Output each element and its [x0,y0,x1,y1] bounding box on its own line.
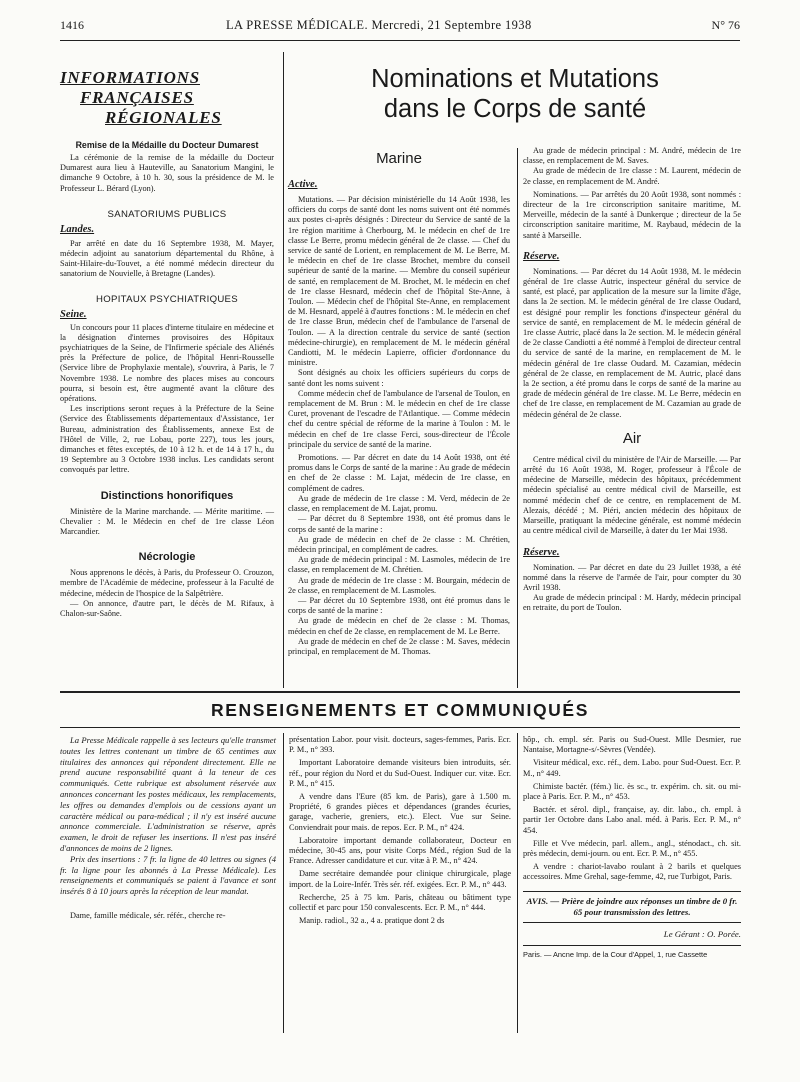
ad-bacter-serol: Bactér. et sérol. dipl., française, ay. dir. labo., ch. empl. à partir 1er Octobre dans Labo anal. méd. à Paris. Ecr. P. M., n° 454. [523,805,741,835]
hopitaux-heading: HOPITAUX PSYCHIATRIQUES [96,293,238,305]
page-number: 1416 [60,18,84,32]
title-line-2: FRANÇAISES [80,88,194,107]
air-nomination-paragraph: Nomination. — Par décret en date du 23 Juillet 1938, a été nommé dans la réserve de l'armée de l'air, pour compter du 30 Avril 1938. [523,562,741,592]
ad-representation: présentation Labor. pour visit. docteurs, sages-femmes, Paris. Ecr. P. M., n° 393. [289,735,511,755]
ad-important-laboratoire: Important Laboratoire demande visiteurs bien introduits, sér. réf., pour région du Nord et du Sud-Ouest. Indiquer cur. vitæ. Ecr. P. M., n° 415. [289,758,511,788]
communiques-col-3 [523,735,741,960]
mutations-paragraph-2: Sont désignés au choix les officiers supérieurs du corps de santé dont les noms suivent : [288,368,510,388]
mid-rule [60,691,740,693]
ad-chimiste: Chimiste bactér. (fém.) lic. ès sc., tr. expérim. ch. sit. ou mi-place à Paris. Ecr. P. M., n° 453. [523,781,741,802]
journal-title [226,18,532,33]
ad-a-vendre-chariot: A vendre : chariot-lavabo roulant à 2 barils et quelques accessoires. Mme Grehal, sage-femme, 42, rue Turbigot, Paris. [523,862,741,882]
communiques-rule [60,727,740,728]
right-paragraph-1: Au grade de médecin principal : M. André, médecin de 1re classe, en remplacement de M. Saves. [523,146,741,166]
sanatoriums-paragraph: Par arrêté en date du 16 Septembre 1938, M. Mayer, médecin adjoint au sanatorium départemental du Rhône, à Saint-Hilaire-du-Touvet, a été nommé médecin directeur du sanatorium de Nouvielle, à Bretagne (Landes). [60,238,274,279]
promotions-paragraph-8: Au grade de médecin en chef de 2e classe : M. Thomas, médecin en chef de 2e classe, en remplacement de M. Le Berre. [288,616,510,636]
issue-number: N° 76 [711,18,740,32]
promotions-paragraph-9: Au grade de médecin en chef de 2e classe : M. Saves, médecin principal, en remplacement de M. Thomas. [288,636,510,656]
reserve-2-subheading: Réserve. [523,546,560,558]
ad-recherche: Recherche, 25 à 75 km. Paris, château ou bâtiment type collectif et parc pour 150 convalescents. Ecr. P. M., n° 444. [289,892,511,913]
nominations-title-line-2: dans le Corps de santé [383,95,647,123]
page-header [60,18,740,36]
header-rule [60,40,740,41]
communiques-col-1 [60,735,276,921]
ad-a-vendre-eure: A vendre dans l'Eure (85 km. de Paris), gare à 1.500 m. Propriété, 6 grandes pièces et dépendances (grandes écuries, garage, vacherie, greniers, etc.). Elect. Vue sur Seine. Conviendrait pour mais. de repos. Ecr. P. M., n° 424. [289,792,511,832]
mutations-paragraph: Mutations. — Par décision ministérielle du 14 Août 1938, les officiers du corps de santé dont les noms suivent ont été nommés aux postes ci-après désignés : Directeur du Service de santé de la 1re région maritime à Cherbourg, M. le médecin en chef de 1re classe Le Berre, promu médecin général de 2e classe. — Chef du service de santé de Lorient, en remplacement de M. Le Berre, M. le médecin en chef de 1re classe Brochet, membre du conseil supérieur de santé de la marine. — Membre du conseil supérieur de santé, en remplacement de M. Brochet, M. le médecin en chef de 1re classe Hesnard, médecin chef de l'hôpital Ste-Anne, à Toulon. — Médecin chef de l'hôpital Ste-Anne, en remplacement de M. Hesnard, appelé à d'autres fonctions : M. le médecin en chef de 1re classe Brun, médecin chef de l'ambulance de l'arsenal de Toulon. — A la direction centrale du service de santé (section médecine-chirurgie), en remplacement de M. le médecin général Candiotti, M. le médecin Lapierre, officier d'ordonnance du ministre. [288,195,510,368]
printer-rule [523,945,741,946]
communiques-title: RENSEIGNEMENTS ET COMMUNIQUÉS [211,700,589,720]
ad-manip-radiol: Manip. radiol., 32 a., 4 a. pratique dont 2 ds [299,916,445,926]
right-column [523,146,741,614]
promotions-paragraph-4: Au grade de médecin en chef de 2e classe : M. Chrétien, médecin principal, en complément de cadres. [288,534,510,554]
column-divider-left [283,52,284,688]
reserve-nominations-paragraph: Nominations. — Par décret du 14 Août 1938, M. le médecin général de 1re classe Autric, inspecteur général du service de santé, est placé, par application de la mesure sur la limite d'âge, dans la 2e section. M. le médecin général de 1re classe Oudard, est désigné pour remplir les fonctions d'inspecteur général du service de santé, en remplacement de M. le médecin général de 1re classe Autric, placé dans la 2e section. M. le médecin général de 2e classe Candiotti a été nommé à l'emploi de directeur central du service de santé de la marine, en remplacement de M. le médecin général de 1re classe Oudard. M. Cazamian, médecin général de 2e classe, en remplacement de M. Autric, placé dans la 2e section, a été promu dans le corps de santé de la marine au grade de médecin général de 1re classe. M. Le Berre, médecin en chef de 1re classe, en remplacement de M. Cazamian au grade de médecin général de 2e classe. [523,266,741,419]
communiques-prices: Prix des insertions : 7 fr. la ligne de 40 lettres ou signes (4 fr. la ligne pour les abonnés à La Presse Médicale). Les renseignements et communiqués se paient à l'avance et sont insérés 8 à 10 jours après la réception de leur mandat. [60,853,276,897]
distinctions-heading: Distinctions honorifiques [100,489,234,502]
promotions-paragraph-3: — Par décret du 8 Septembre 1938, ont été promus dans le corps de santé de la marine : [288,514,510,534]
seine-subheading: Seine. [60,308,87,320]
necrologie-paragraph-1: Nous apprenons le décès, à Paris, du Professeur O. Crouzon, membre de l'Académie de médecine, professeur à la Faculté de médecine, médecin de l'hospice de la Salpêtrière. [60,568,274,598]
sanatoriums-heading: SANATORIUMS PUBLICS [107,208,227,220]
communiques-intro: La Presse Médicale rappelle à ses lecteurs qu'elle transmet toutes les lettres contenant un timbre de 65 centimes aux titulaires des annonces qui répondent directement. Elle ne prend aucune responsabilité quant à la teneur de ces communiqués. Cette rubrique est absolument réservée aux annonces concernant les postes médicaux, les remplacements, les offres ou demandes d'emplois ou de cessions ayant un caractère médical ou para-médical ; il n'y est inséré aucune annonce commerciale. L'administration se réserve, après examen, le droit de refuser les insertions. Il n'est pas inséré d'annonces de moins de 2 lignes. [60,735,276,853]
journal-name: LA PRESSE MÉDICALE. [226,18,368,32]
title-line-3: RÉGIONALES [105,108,222,127]
medal-heading: Remise de la Médaille du Docteur Dumarest [75,140,259,150]
marine-heading: Marine [376,150,422,167]
promotions-paragraph: Promotions. — Par décret en date du 14 Août 1938, ont été promus dans le Corps de santé de la marine : Au grade de médecin en chef de 2e classe : M. Lajat, médecin de 1re classe, en complément de cadres. [288,453,510,493]
printer-line: Paris. — Ancne Imp. de la Cour d'Appel, 1, rue Cassette [523,949,708,959]
avis-rule-top [523,891,741,892]
gerant-line: Le Gérant : O. Porée. [663,928,741,939]
section-title-informations [60,68,274,128]
ad-hopital-empl: hôp., ch. empl. sér. Paris ou Sud-Ouest. Mlle Desmier, rue Nantaise, Mortagne-s/-Sèvres (Vendée). [523,735,741,755]
right-paragraph-2: Au grade de médecin de 1re classe : M. Laurent, médecin de 2e classe, en remplacement de M. André. [523,166,741,186]
promotions-paragraph-2: Au grade de médecin de 1re classe : M. Verd, médecin de 2e classe, en remplacement de M. Lajat, promu. [288,493,510,514]
ad-dame-famille: Dame, famille médicale, sér. référ., cherche re- [70,910,226,920]
communiques-col-2 [289,735,511,926]
necrologie-paragraph-2: — On annonce, d'autre part, le décès de M. Rifaux, à Chalon-sur-Saône. [60,598,274,619]
hopitaux-paragraph-1: Un concours pour 11 places d'interne titulaire en médecine et la désignation d'internes provisoires des Hôpitaux psychiatriques de la Seine, de l'Infirmerie spéciale des Aliénés près la Préfecture de police, de l'hôpital Henri-Rousselle (Service libre de Prophylaxie mentale), s'ouvrira, à Paris, le 7 Novembre 1938. Le nombre des places mises au concours pourra, si besoin est, être augmenté avant la clôture des opérations. [60,322,274,404]
mutations-paragraph-3: Comme médecin chef de l'ambulance de l'arsenal de Toulon, en remplacement de M. Brun : M. le médecin en chef de 1re classe Curet, provenant de l'escadre de l'Atlantique. — Comme médecin chef du centre spécial de réforme de la marine à Toulon : M. le médecin en chef de 1re classe Ferci, sous-directeur de l'École principale du service de santé de la marine. [288,388,510,449]
landes-subheading: Landes. [60,223,95,235]
nominations-title [290,64,740,124]
bottom-divider-2 [517,733,518,1033]
air-heading: Air [622,429,642,447]
left-column [60,68,274,619]
active-subheading: Active. [288,179,318,190]
necrologie-heading: Nécrologie [138,551,196,564]
ad-visiteur-medical: Visiteur médical, exc. réf., dem. Labo. pour Sud-Ouest. Ecr. P. M., n° 449. [523,758,741,778]
column-divider-right [517,148,518,688]
promotions-paragraph-7: — Par décret du 10 Septembre 1938, ont été promus dans le corps de santé de la marine : [288,595,510,616]
ad-fille-vve: Fille et Vve médecin, parl. allem., angl., sténodact., ch. sit. près médecin, demi-journ. ou ent. Ecr. P. M., n° 455. [523,838,741,859]
issue-date: Mercredi, 21 Septembre 1938 [371,18,532,32]
avis-rule-bottom [523,922,741,923]
hopitaux-paragraph-2: Les inscriptions seront reçues à la Préfecture de la Seine (Service des Établissements départementaux d'Assistance, 1er Bureau, administration des Établissements, annexe Est de l'Hôtel de Ville, 2, rue Lobau, porte 227), tous les jours, dimanches et fêtes exceptés, de 10 à 12 h. et de 14 à 17 h., du 19 Septembre au 3 Octobre 1938 inclus. Les candidats seront convoqués par lettre. [60,404,274,475]
right-nominations-paragraph: Nominations. — Par arrêtés du 20 Août 1938, sont nommés : directeur de la 1re circonscription sanitaire maritime, M. Merveille, médecin de la santé à Dunkerque ; directeur de la 5e circonscription sanitaire maritime, M. Raybaud, médecin de la santé à Marseille. [523,189,741,240]
ad-dame-secretaire: Dame secrétaire demandée pour clinique chirurgicale, plage import. de la Loire-Infér. Très sér. réf. exigées. Ecr. P. M., n° 443. [289,869,511,889]
promotions-paragraph-5: Au grade de médecin principal : M. Lasmoles, médecin de 1re classe, en remplacement de M. Chrétien. [288,555,510,575]
distinctions-paragraph: Ministère de la Marine marchande. — Mérite maritime. — Chevalier : M. le Médecin en chef de 1re classe Léon Marcandier. [60,506,274,537]
medal-paragraph: La cérémonie de la remise de la médaille du Docteur Dumarest aura lieu à Hauteville, au Sanatorium Mangini, le dimanche 9 Octobre, à 10 h. 30, sous la présidence de M. le Professeur L. Bérard (Lyon). [60,153,274,193]
avis-notice: AVIS. — Prière de joindre aux réponses un timbre de 0 fr. 65 pour transmission des lettres. [526,895,738,917]
promotions-paragraph-6: Au grade de médecin de 1re classe : M. Bourgain, médecin de 2e classe, en remplacement de M. Lasmoles. [288,575,510,595]
reserve-subheading: Réserve. [523,250,560,262]
ad-laboratoire-important: Laboratoire important demande collaborateur, Docteur en médecine, 30-45 ans, pour visite Corps Méd., région Sud de la France. Adresser candidature et cur. vitæ à P. M., n° 424. [289,835,511,866]
bottom-divider-1 [283,733,284,1033]
middle-column [288,148,510,657]
title-line-1: INFORMATIONS [60,68,200,87]
air-grade-paragraph: Au grade de médecin principal : M. Hardy, médecin principal en retraite, du port de Toulon. [523,593,741,613]
air-centre-paragraph: Centre médical civil du ministère de l'Air de Marseille. — Par arrêté du 16 Août 1938, M. Roger, professeur à l'École de médecine de Marseille, médecin des hôpitaux, précédemment médecin spécialisé au centre médical civil de Marseille, est nommé médecin chef de ce centre, en remplacement de M. Alezais, décédé ; M. Piéri, ancien médecin des hôpitaux de Marseille, pratiquant la médecine générale, est nommé médecin au centre médical civil de Marseille, à dater du 1er Mai 1938. [523,454,741,536]
nominations-title-line-1: Nominations et Mutations [371,65,659,93]
